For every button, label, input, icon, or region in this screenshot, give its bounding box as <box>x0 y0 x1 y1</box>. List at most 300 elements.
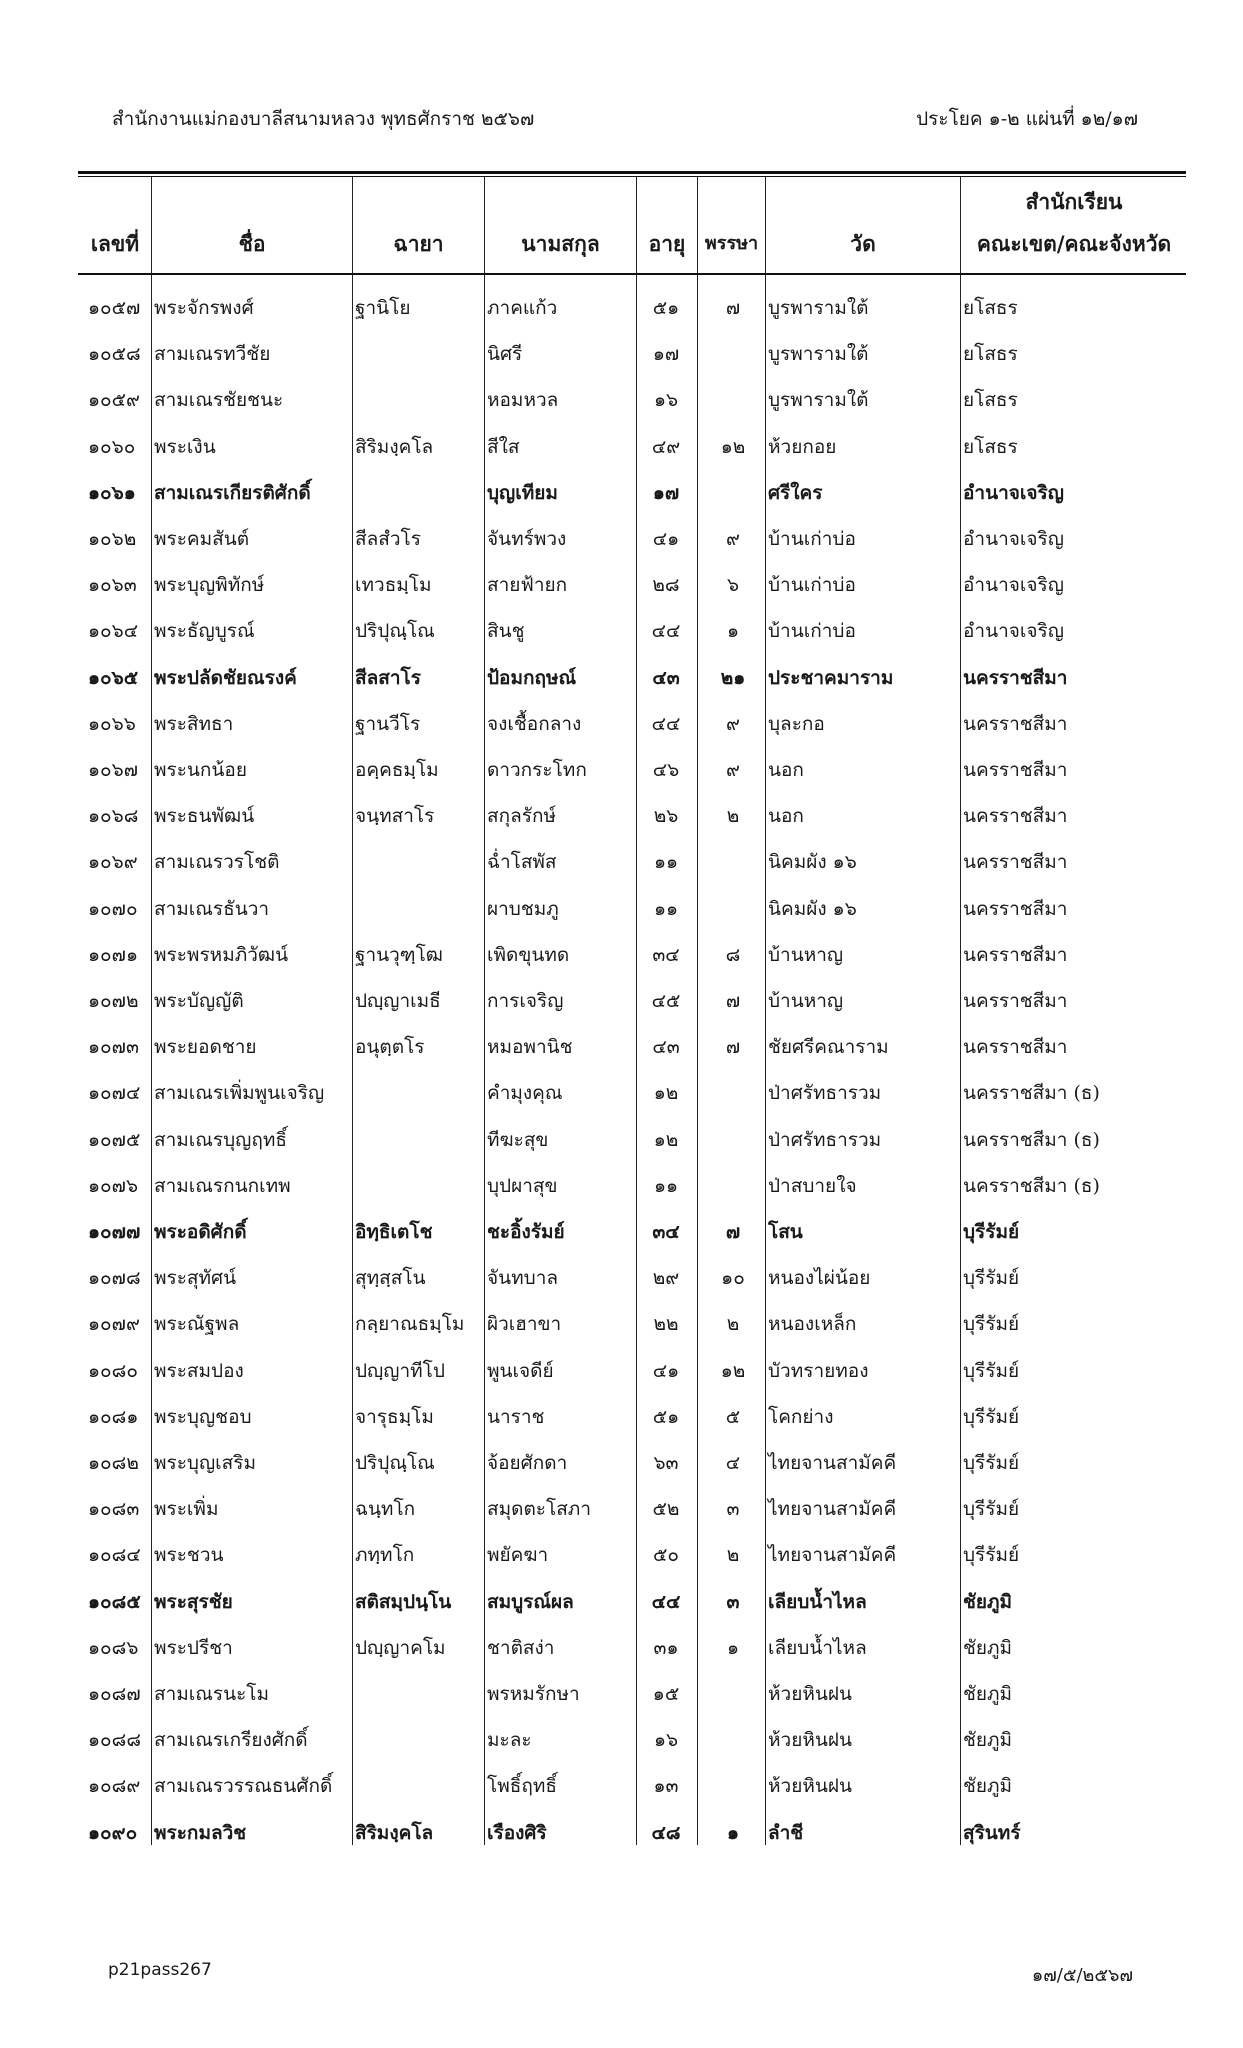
cell-chaya: อนุตฺตโร <box>355 1036 425 1059</box>
cell-age: ๔๑ <box>652 1359 680 1382</box>
cell-surname: สมบูรณ์ผล <box>487 1590 574 1613</box>
cell-no: ๑๐๘๘ <box>88 1729 141 1752</box>
cell-surname: การเจริญ <box>487 990 564 1012</box>
cell-wat: ป่าศรัทธารวม <box>768 1082 882 1105</box>
cell-chaya: สุทฺสฺสโน <box>355 1267 426 1290</box>
cell-name: สามเณรเพิ่มพูนเจริญ <box>154 1082 325 1105</box>
cell-surname: พยัคฆา <box>487 1544 549 1567</box>
table-row <box>0 422 1243 466</box>
cell-no: ๑๐๗๖ <box>88 1174 139 1197</box>
cell-chaya: สิริมงฺคโล <box>355 1821 434 1844</box>
cell-name: สามเณรวรรณธนศักดิ์ <box>154 1775 333 1798</box>
cell-school: ชัยภูมิ <box>963 1683 1013 1705</box>
cell-school: อำนาจเจริญ <box>963 620 1064 643</box>
cell-name: พระปรีชา <box>154 1636 233 1659</box>
cell-age: ๒๒ <box>653 1313 679 1336</box>
cell-name: พระธนพัฒน์ <box>154 805 255 828</box>
cell-age: ๕๒ <box>652 1498 680 1521</box>
cell-pansa: ๓ <box>726 1590 740 1613</box>
cell-name: พระอดิศักดิ์ <box>154 1221 247 1243</box>
cell-name: พระเพิ่ม <box>154 1498 219 1521</box>
cell-age: ๔๖ <box>652 759 680 781</box>
cell-surname: จงเชื้อกลาง <box>487 712 582 735</box>
cell-no: ๑๐๗๐ <box>88 897 138 920</box>
cell-surname: จ้อยศักดา <box>487 1452 568 1474</box>
cell-wat: ป่าสบายใจ <box>768 1174 857 1197</box>
cell-name: พระบุญเสริม <box>154 1452 257 1474</box>
cell-chaya: เทวธมฺโม <box>355 574 432 597</box>
cell-school: บุรีรัมย์ <box>963 1313 1020 1336</box>
table-row <box>0 1253 1243 1297</box>
cell-surname: ชาติสง่า <box>487 1636 555 1659</box>
cell-age: ๑๑ <box>653 851 679 874</box>
cell-no: ๑๐๖๒ <box>88 528 137 550</box>
cell-surname: ดาวกระโทก <box>487 759 587 781</box>
cell-school: บุรีรัมย์ <box>963 1452 1020 1474</box>
cell-school: นครราชสีมา <box>963 759 1068 781</box>
cell-school: นครราชสีมา <box>963 1036 1068 1059</box>
cell-school: ชัยภูมิ <box>963 1590 1013 1613</box>
cell-no: ๑๐๖๗ <box>88 759 139 781</box>
table-row <box>0 1484 1243 1528</box>
cell-name: พระสมปอง <box>154 1359 244 1382</box>
table-row <box>0 1669 1243 1713</box>
cell-surname: สินชู <box>487 620 525 643</box>
cell-school: ยโสธร <box>963 343 1018 366</box>
cell-name: พระชวน <box>154 1544 224 1567</box>
table-row <box>0 699 1243 743</box>
column-header-wat: วัด <box>850 231 876 256</box>
cell-no: ๑๐๖๘ <box>88 805 139 828</box>
cell-school: นครราชสีมา <box>963 851 1068 874</box>
cell-wat: เลียบน้ำไหล <box>768 1636 867 1659</box>
cell-pansa: ๓ <box>726 1498 740 1521</box>
cell-name: พระกมลวิช <box>154 1821 247 1844</box>
column-header-pansa: พรรษา <box>704 233 759 254</box>
cell-name: พระธัญบูรณ์ <box>154 620 255 643</box>
table-row <box>0 1715 1243 1759</box>
cell-age: ๑๕ <box>652 1683 680 1705</box>
cell-school: อำนาจเจริญ <box>963 574 1064 597</box>
cell-name: พระยอดชาย <box>154 1036 257 1059</box>
cell-no: ๑๐๘๕ <box>88 1590 141 1613</box>
table-row <box>0 606 1243 650</box>
table-row <box>0 1022 1243 1066</box>
table-row <box>0 745 1243 789</box>
cell-wat: ป่าศรัทธารวม <box>768 1128 882 1151</box>
cell-surname: สีใส <box>487 435 520 458</box>
cell-age: ๓๔ <box>652 1221 680 1243</box>
cell-age: ๕๐ <box>653 1544 679 1567</box>
table-top-rule-thick <box>78 171 1186 174</box>
cell-pansa: ๗ <box>725 1221 741 1243</box>
cell-no: ๑๐๗๒ <box>88 990 139 1012</box>
cell-no: ๑๐๖๖ <box>88 712 136 735</box>
cell-no: ๑๐๗๔ <box>88 1082 141 1105</box>
cell-chaya: อิทฺธิเตโช <box>355 1221 433 1243</box>
cell-wat: บัวทรายทอง <box>768 1359 869 1382</box>
cell-surname: โพธิ์ฤทธิ์ <box>487 1775 557 1798</box>
cell-school: บุรีรัมย์ <box>963 1544 1020 1567</box>
cell-pansa: ๒ <box>726 805 740 828</box>
cell-wat: หนองเหล็ก <box>768 1313 857 1336</box>
cell-surname: ทีฆะสุข <box>487 1128 549 1151</box>
cell-age: ๔๘ <box>651 1821 681 1844</box>
column-header-age: อายุ <box>648 231 686 256</box>
table-row <box>0 514 1243 558</box>
cell-no: ๑๐๕๗ <box>88 297 141 319</box>
cell-school: บุรีรัมย์ <box>963 1498 1020 1521</box>
cell-wat: บ้านเก่าบ่อ <box>768 620 856 643</box>
cell-age: ๒๖ <box>653 805 679 828</box>
cell-wat: ชัยศรีคณาราม <box>768 1036 889 1059</box>
cell-surname: หมอพานิช <box>487 1036 573 1059</box>
column-header-school-top: สำนักเรียน <box>1025 189 1123 214</box>
cell-school: อำนาจเจริญ <box>963 481 1064 504</box>
cell-name: สามเณรนะโม <box>154 1683 270 1705</box>
cell-wat: ประชาคมาราม <box>768 666 894 689</box>
table-row <box>0 1068 1243 1112</box>
cell-name: สามเณรบุญฤทธิ์ <box>154 1128 287 1151</box>
cell-name: สามเณรชัยชนะ <box>154 389 284 412</box>
cell-no: ๑๐๗๙ <box>88 1313 140 1336</box>
cell-pansa: ๒ <box>726 1313 740 1336</box>
cell-surname: หอมหวล <box>487 389 559 412</box>
cell-school: สุรินทร์ <box>963 1821 1021 1844</box>
table-row <box>0 1623 1243 1667</box>
cell-name: พระบัญญัติ <box>154 990 244 1012</box>
cell-chaya: จารุธมฺโม <box>355 1405 434 1428</box>
cell-name: พระเงิน <box>154 435 216 458</box>
cell-age: ๔๓ <box>652 1036 680 1059</box>
cell-pansa: ๗ <box>725 297 741 319</box>
cell-name: พระสิทธา <box>154 712 234 735</box>
cell-name: พระบุญชอบ <box>154 1405 252 1428</box>
cell-school: นครราชสีมา <box>963 666 1068 689</box>
cell-pansa: ๙ <box>726 759 740 781</box>
cell-surname: ป้อมกฤษณ์ <box>487 666 577 689</box>
cell-surname: ชะอิ้งรัมย์ <box>487 1221 565 1243</box>
cell-no: ๑๐๗๑ <box>88 943 139 966</box>
cell-surname: นาราช <box>487 1405 545 1428</box>
cell-name: สามเณรกนกเทพ <box>154 1174 291 1197</box>
cell-no: ๑๐๖๙ <box>88 851 138 874</box>
cell-school: บุรีรัมย์ <box>963 1221 1020 1243</box>
cell-surname: บุปผาสุข <box>487 1174 558 1197</box>
cell-surname: นิศรี <box>487 343 523 366</box>
cell-no: ๑๐๖๔ <box>88 620 139 643</box>
cell-chaya: ฐานวุฑฺโฒ <box>355 943 443 966</box>
cell-no: ๑๐๘๑ <box>88 1405 139 1428</box>
cell-surname: คำมุงคุณ <box>487 1082 563 1105</box>
cell-age: ๔๙ <box>651 435 681 458</box>
cell-pansa: ๖ <box>726 574 740 597</box>
table-row <box>0 1299 1243 1343</box>
cell-school: ชัยภูมิ <box>963 1729 1013 1752</box>
table-row <box>0 560 1243 604</box>
cell-chaya: กลฺยาณธมฺโม <box>355 1313 465 1336</box>
cell-name: สามเณรเกรียงศักดิ์ <box>154 1729 308 1752</box>
cell-wat: ไทยจานสามัคคี <box>768 1452 897 1474</box>
cell-chaya: ฉนฺทโก <box>355 1498 416 1521</box>
cell-surname: ฉ่ำโสพัส <box>487 851 557 874</box>
cell-wat: นิคมผัง ๑๖ <box>768 897 857 920</box>
cell-school: นครราชสีมา <box>963 943 1068 966</box>
cell-no: ๑๐๗๗ <box>88 1221 141 1243</box>
table-row <box>0 884 1243 928</box>
cell-school: ชัยภูมิ <box>963 1775 1013 1798</box>
table-row <box>0 1808 1243 1852</box>
cell-surname: ผิวเฮาขา <box>487 1313 562 1336</box>
cell-wat: โคกย่าง <box>768 1405 834 1428</box>
cell-age: ๓๔ <box>652 943 680 966</box>
table-top-rule-thin <box>78 176 1186 177</box>
cell-name: พระบุญพิทักษ์ <box>154 574 265 597</box>
table-row <box>0 329 1243 373</box>
cell-school: นครราชสีมา <box>963 712 1068 735</box>
cell-chaya: ปญฺญาทีโป <box>355 1359 445 1382</box>
cell-school: ชัยภูมิ <box>963 1636 1013 1659</box>
cell-name: สามเณรทวีชัย <box>154 343 271 366</box>
cell-wat: ห้วยหินฝน <box>768 1683 852 1705</box>
table-row <box>0 1392 1243 1436</box>
cell-pansa: ๑ <box>726 620 740 643</box>
table-row <box>0 653 1243 697</box>
cell-name: สามเณรเกียรติศักดิ์ <box>154 481 311 504</box>
cell-pansa: ๑๐ <box>721 1267 745 1290</box>
cell-age: ๔๓ <box>652 666 680 689</box>
cell-surname: พูนเจดีย์ <box>487 1359 554 1382</box>
cell-name: พระสุรชัย <box>154 1590 233 1613</box>
cell-wat: ห้วยกอย <box>768 435 837 458</box>
cell-no: ๑๐๗๓ <box>88 1036 139 1059</box>
header-bottom-rule <box>78 273 1186 275</box>
cell-wat: ไทยจานสามัคคี <box>768 1498 897 1521</box>
cell-wat: นอก <box>768 759 804 781</box>
cell-name: พระณัฐพล <box>154 1313 240 1336</box>
cell-age: ๑๑ <box>653 897 679 920</box>
cell-school: นครราชสีมา (ธ) <box>963 1082 1100 1105</box>
cell-surname: สมุดตะโสภา <box>487 1498 591 1521</box>
cell-chaya: ปญฺญาคโม <box>355 1636 446 1659</box>
cell-age: ๑๒ <box>653 1128 679 1151</box>
table-row <box>0 1438 1243 1482</box>
cell-age: ๑๓ <box>653 1775 679 1798</box>
cell-school: นครราชสีมา <box>963 805 1068 828</box>
cell-school: นครราชสีมา <box>963 897 1068 920</box>
cell-age: ๑๖ <box>653 389 679 412</box>
cell-pansa: ๑ <box>726 1821 740 1844</box>
cell-surname: พรหมรักษา <box>487 1683 580 1705</box>
cell-school: บุรีรัมย์ <box>963 1359 1020 1382</box>
cell-age: ๑๑ <box>653 1174 679 1197</box>
cell-no: ๑๐๗๕ <box>88 1128 141 1151</box>
table-row <box>0 837 1243 881</box>
cell-name: พระนกน้อย <box>154 759 247 781</box>
cell-wat: บ้านหาญ <box>768 990 844 1012</box>
cell-chaya: ภทฺทโก <box>355 1544 415 1567</box>
cell-no: ๑๐๖๕ <box>88 666 139 689</box>
cell-no: ๑๐๙๐ <box>88 1821 138 1844</box>
column-header-surname: นามสกุล <box>521 231 600 256</box>
cell-school: อำนาจเจริญ <box>963 528 1064 550</box>
cell-age: ๒๘ <box>652 574 680 597</box>
cell-school: นครราชสีมา <box>963 990 1068 1012</box>
cell-wat: เลียบน้ำไหล <box>768 1590 867 1613</box>
column-header-name: ชื่อ <box>238 231 266 256</box>
cell-no: ๑๐๖๓ <box>88 574 137 597</box>
footer-right: ๑๗/๕/๒๕๖๗ <box>1031 1965 1133 1986</box>
cell-school: นครราชสีมา (ธ) <box>963 1128 1100 1151</box>
cell-wat: บ้านเก่าบ่อ <box>768 528 856 550</box>
cell-wat: บุละกอ <box>768 712 825 735</box>
cell-no: ๑๐๘๓ <box>88 1498 140 1521</box>
table-row <box>0 283 1243 327</box>
cell-wat: บ้านเก่าบ่อ <box>768 574 856 597</box>
table-row <box>0 1207 1243 1251</box>
cell-pansa: ๘ <box>725 943 741 966</box>
cell-age: ๒๙ <box>652 1267 680 1290</box>
cell-wat: โสน <box>768 1221 803 1243</box>
cell-age: ๕๑ <box>652 1405 680 1428</box>
cell-name: พระพรหมภิวัฒน์ <box>154 943 289 966</box>
table-row <box>0 976 1243 1020</box>
cell-school: บุรีรัมย์ <box>963 1405 1020 1428</box>
cell-age: ๑๗ <box>652 343 680 366</box>
cell-school: ยโสธร <box>963 435 1018 458</box>
cell-wat: ศรีใคร <box>768 481 823 504</box>
cell-school: นครราชสีมา (ธ) <box>963 1174 1100 1197</box>
cell-no: ๑๐๗๘ <box>88 1267 141 1290</box>
table-row <box>0 375 1243 419</box>
cell-pansa: ๕ <box>725 1405 741 1428</box>
table-row <box>0 468 1243 512</box>
cell-chaya: ฐานวีโร <box>355 712 421 735</box>
cell-surname: ภาคแก้ว <box>487 297 558 319</box>
table-row <box>0 930 1243 974</box>
column-header-chaya: ฉายา <box>393 231 444 256</box>
cell-no: ๑๐๘๔ <box>88 1544 141 1567</box>
cell-surname: เรืองศิริ <box>487 1821 547 1844</box>
table-row <box>0 791 1243 835</box>
table-row <box>0 1115 1243 1159</box>
cell-chaya: ฐานิโย <box>355 297 411 319</box>
cell-wat: บ้านหาญ <box>768 943 844 966</box>
cell-surname: สกุลรักษ์ <box>487 805 556 828</box>
cell-wat: บูรพารามใต้ <box>768 389 869 412</box>
table-row <box>0 1346 1243 1390</box>
cell-no: ๑๐๖๑ <box>88 481 136 504</box>
cell-age: ๕๑ <box>652 297 680 319</box>
cell-age: ๖๓ <box>653 1452 679 1474</box>
cell-no: ๑๐๘๐ <box>88 1359 138 1382</box>
cell-pansa: ๑๒ <box>720 435 746 458</box>
page-header-left: สำนักงานแม่กองบาลีสนามหลวง พุทธศักราช ๒๕๖๗ <box>112 108 535 130</box>
cell-age: ๑๖ <box>653 1729 679 1752</box>
cell-surname: ผาบชมภู <box>487 897 559 920</box>
cell-wat: บูรพารามใต้ <box>768 297 869 319</box>
cell-name: พระจักรพงศ์ <box>154 297 254 319</box>
cell-no: ๑๐๘๙ <box>88 1775 141 1798</box>
cell-wat: นอก <box>768 805 804 828</box>
footer-left: p21pass267 <box>108 1960 212 1980</box>
cell-age: ๔๔ <box>651 620 681 643</box>
cell-chaya: อคฺคธมฺโม <box>355 759 439 781</box>
cell-age: ๑๒ <box>653 1082 679 1105</box>
cell-pansa: ๙ <box>726 528 740 550</box>
cell-pansa: ๑๒ <box>720 1359 746 1382</box>
cell-chaya: สีลสาโร <box>355 666 421 689</box>
cell-wat: ลำชี <box>768 1821 804 1844</box>
cell-wat: บูรพารามใต้ <box>768 343 869 366</box>
cell-chaya: ปริปุณฺโณ <box>355 1452 435 1474</box>
column-header-school-bottom: คณะเขต/คณะจังหวัด <box>976 231 1172 256</box>
cell-no: ๑๐๘๖ <box>88 1636 139 1659</box>
cell-chaya: สติสมฺปนฺโน <box>355 1590 452 1613</box>
cell-chaya: ปญฺญาเมธี <box>355 990 441 1012</box>
cell-surname: จันทร์พวง <box>487 528 567 550</box>
cell-surname: สายฟ้ายก <box>487 574 568 597</box>
cell-chaya: จนฺทสาโร <box>355 805 435 828</box>
cell-surname: จันทบาล <box>487 1267 559 1290</box>
cell-age: ๔๑ <box>652 528 680 550</box>
cell-chaya: สีลสํวโร <box>355 528 421 550</box>
cell-pansa: ๒๑ <box>720 666 746 689</box>
table-row <box>0 1761 1243 1805</box>
cell-school: บุรีรัมย์ <box>963 1267 1020 1290</box>
cell-name: พระสุทัศน์ <box>154 1267 237 1290</box>
table-row <box>0 1530 1243 1574</box>
cell-age: ๓๑ <box>653 1636 679 1659</box>
cell-surname: มะละ <box>487 1729 532 1752</box>
cell-pansa: ๔ <box>725 1452 741 1474</box>
cell-chaya: สิริมงฺคโล <box>355 435 434 458</box>
cell-wat: ห้วยหินฝน <box>768 1775 852 1798</box>
cell-pansa: ๒ <box>726 1544 740 1567</box>
cell-pansa: ๙ <box>726 712 740 735</box>
cell-name: สามเณรวรโชติ <box>154 851 280 874</box>
table-row <box>0 1161 1243 1205</box>
cell-age: ๔๕ <box>651 990 681 1012</box>
cell-no: ๑๐๘๒ <box>88 1452 139 1474</box>
cell-pansa: ๑ <box>726 1636 740 1659</box>
cell-age: ๔๔ <box>651 1590 681 1613</box>
cell-wat: ไทยจานสามัคคี <box>768 1544 897 1567</box>
cell-school: ยโสธร <box>963 297 1018 319</box>
cell-no: ๑๐๕๙ <box>88 389 140 412</box>
column-header-no: เลขที่ <box>90 231 140 256</box>
cell-age: ๔๔ <box>651 712 681 735</box>
page-header-right: ประโยค ๑-๒ แผ่นที่ ๑๒/๑๗ <box>916 108 1138 130</box>
cell-wat: หนองไผ่น้อย <box>768 1267 871 1290</box>
table-row <box>0 1577 1243 1621</box>
cell-no: ๑๐๖๐ <box>88 435 136 458</box>
cell-wat: ห้วยหินฝน <box>768 1729 852 1752</box>
cell-no: ๑๐๕๘ <box>88 343 141 366</box>
cell-name: พระคมสันต์ <box>154 528 250 550</box>
cell-pansa: ๗ <box>725 1036 741 1059</box>
cell-chaya: ปริปุณฺโณ <box>355 620 435 643</box>
cell-pansa: ๗ <box>725 990 741 1012</box>
cell-school: ยโสธร <box>963 389 1018 412</box>
cell-name: พระปลัดชัยณรงค์ <box>154 666 297 689</box>
cell-no: ๑๐๘๗ <box>88 1683 141 1705</box>
cell-name: สามเณรธันวา <box>154 897 270 920</box>
cell-wat: นิคมผัง ๑๖ <box>768 851 857 874</box>
cell-surname: เพิดขุนทด <box>487 943 570 966</box>
cell-surname: บุญเทียม <box>487 481 558 504</box>
cell-age: ๑๗ <box>652 481 680 504</box>
